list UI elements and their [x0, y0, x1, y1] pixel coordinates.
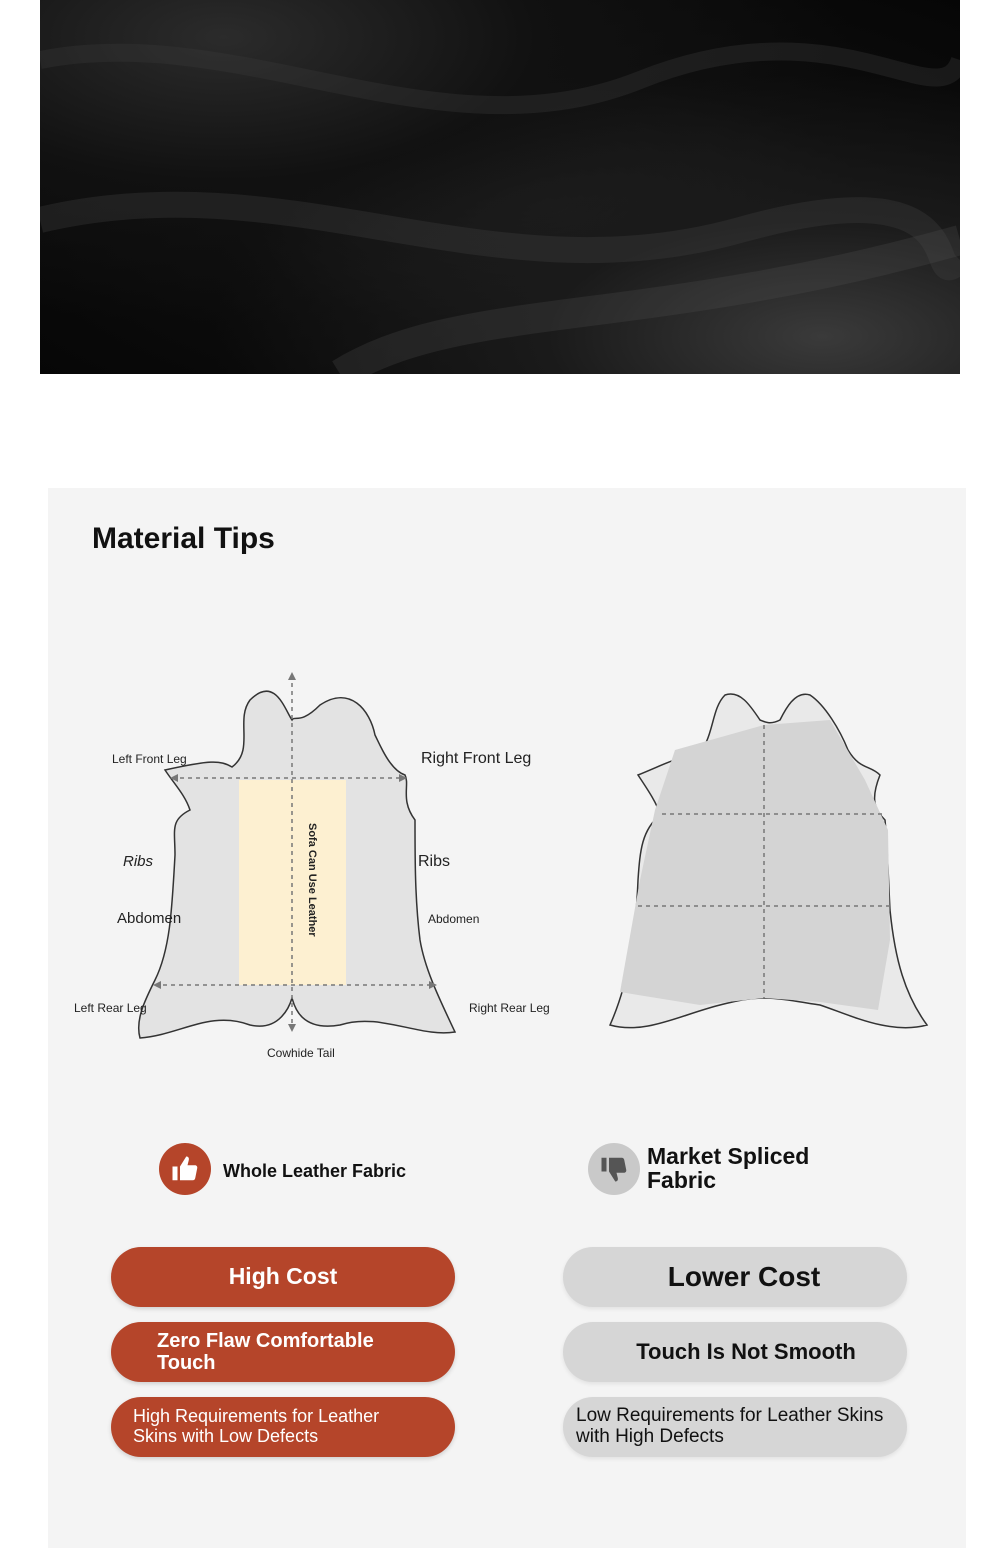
section-title: Material Tips	[92, 522, 275, 555]
bad-item-1	[563, 1247, 907, 1307]
good-item-2-label: Zero Flaw Comfortable Touch	[157, 1330, 374, 1374]
bad-item-3-label: Low Requirements for Leather Skins with High Defects	[576, 1405, 884, 1447]
good-item-1-label: High Cost	[228, 1263, 338, 1290]
bad-item-1-label: Lower Cost	[667, 1260, 821, 1292]
label-left-front-leg: Left Front Leg	[112, 752, 187, 766]
bad-item-2-label: Touch Is Not Smooth	[636, 1338, 856, 1364]
label-ribs-left: Ribs	[123, 853, 154, 870]
label-abdomen-right: Abdomen	[428, 912, 480, 926]
good-item-2	[111, 1322, 455, 1382]
leather-hero-image	[40, 0, 960, 374]
leather-texture	[40, 0, 960, 374]
label-right-front-leg: Right Front Leg	[421, 750, 532, 767]
good-item-1	[111, 1247, 455, 1307]
label-sofa-can-use-leather: Sofa Can Use Leather	[306, 823, 318, 937]
bad-item-3	[563, 1397, 907, 1457]
label-ribs-right: Ribs	[418, 853, 451, 870]
bad-item-2	[563, 1322, 907, 1382]
thumbs-down-icon	[588, 1143, 640, 1195]
thumbs-up-icon	[159, 1143, 211, 1195]
label-abdomen-left: Abdomen	[117, 910, 182, 927]
good-item-3	[111, 1397, 455, 1457]
label-right-rear-leg: Right Rear Leg	[469, 1001, 550, 1015]
heading-whole-leather: Whole Leather Fabric	[223, 1161, 407, 1181]
heading-market-spliced: Market Spliced Fabric	[647, 1143, 810, 1193]
spliced-hide-diagram	[600, 680, 940, 1050]
label-left-rear-leg: Left Rear Leg	[74, 1001, 147, 1015]
good-item-3-label: High Requirements for Leather Skins with Low Defects	[133, 1406, 380, 1446]
label-cowhide-tail: Cowhide Tail	[267, 1046, 335, 1060]
